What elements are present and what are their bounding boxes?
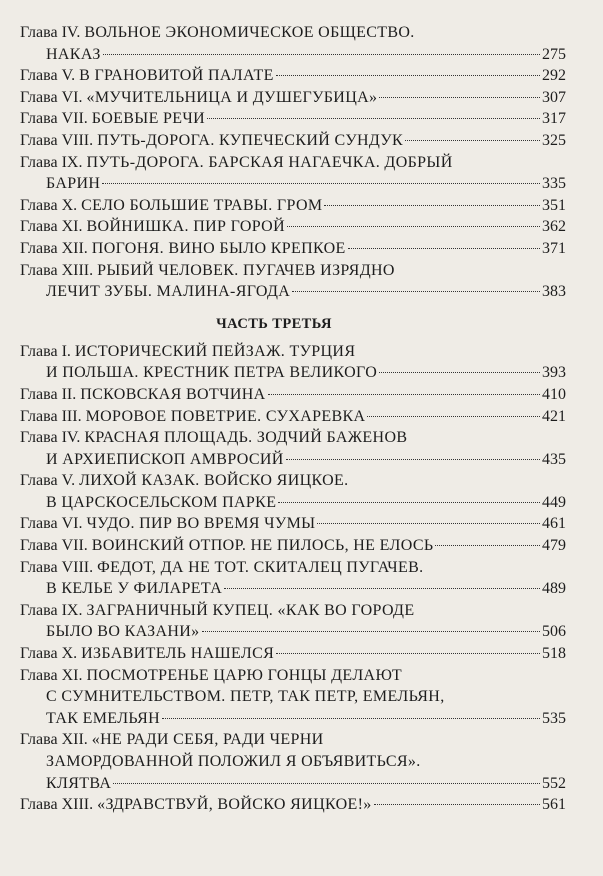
dot-leader (224, 588, 540, 589)
toc-entry-line (20, 600, 566, 622)
page-number: 561 (542, 796, 566, 814)
toc-entry (20, 600, 566, 643)
toc-entry-line (20, 492, 566, 514)
page-number: 489 (542, 580, 566, 598)
toc-entry (20, 643, 566, 665)
toc-entry-line (20, 108, 566, 130)
page-number: 461 (542, 515, 566, 533)
toc-entry-line (20, 216, 566, 238)
dot-leader (324, 205, 540, 206)
toc-entry-line (20, 708, 566, 730)
dot-leader (292, 291, 540, 292)
toc-entry (20, 729, 566, 794)
chapter-label: Глава V. (20, 67, 76, 85)
page-number: 383 (542, 283, 566, 301)
toc-entry-line (20, 260, 566, 282)
toc-entry-line (20, 578, 566, 600)
dot-leader (286, 459, 540, 460)
chapter-label: Глава X. (20, 196, 78, 214)
dot-leader (348, 248, 540, 249)
chapter-label: Глава XII. (20, 239, 88, 257)
dot-leader (113, 783, 540, 784)
page-number: 317 (542, 110, 566, 128)
toc-entry-line (20, 65, 566, 87)
chapter-title: ВОЙНИШКА. ПИР ГОРОЙ (86, 218, 285, 236)
toc-entry-line (20, 773, 566, 795)
toc-entry (20, 130, 566, 152)
chapter-label: Глава IX. (20, 601, 83, 619)
toc-entry (20, 260, 566, 303)
chapter-title: НАКАЗ (46, 45, 101, 63)
chapter-label: Глава XIII. (20, 261, 94, 279)
page-number: 435 (542, 450, 566, 468)
toc-entry-line (20, 44, 566, 66)
toc-entry (20, 665, 566, 730)
chapter-title: В КЕЛЬЕ У ФИЛАРЕТА (46, 580, 223, 598)
chapter-title: «НЕ РАДИ СЕБЯ, РАДИ ЧЕРНИ (91, 731, 324, 749)
page-number: 351 (542, 196, 566, 214)
toc-entry-line (20, 557, 566, 579)
chapter-title: КЛЯТВА (46, 774, 112, 792)
page-number: 307 (542, 88, 566, 106)
page-number: 552 (542, 774, 566, 792)
chapter-title: ЗАМОРДОВАННОЙ ПОЛОЖИЛ Я ОБЪЯВИТЬСЯ». (46, 753, 421, 770)
toc-entry (20, 108, 566, 130)
dot-leader (379, 372, 540, 373)
chapter-title: БАРИН (46, 175, 101, 193)
toc-entry (20, 470, 566, 513)
toc-entry-line (20, 152, 566, 174)
toc-entry-line (20, 751, 566, 773)
toc-entry-line (20, 449, 566, 471)
chapter-title: ИСТОРИЧЕСКИЙ ПЕЙЗАЖ. ТУРЦИЯ (74, 342, 356, 360)
dot-leader (367, 416, 540, 417)
page-number: 421 (542, 407, 566, 425)
toc-entry-line (20, 643, 566, 665)
toc-entry-line (20, 130, 566, 152)
page-number: 393 (542, 364, 566, 382)
chapter-label: Глава VIII. (20, 131, 94, 149)
page-number: 292 (542, 67, 566, 85)
dot-leader (374, 804, 540, 805)
toc-entry-line (20, 281, 566, 303)
chapter-label: Глава IX. (20, 153, 83, 171)
dot-leader (405, 140, 540, 141)
chapter-label: Глава VII. (20, 537, 88, 555)
table-of-contents (20, 22, 566, 816)
page-number: 479 (542, 537, 566, 555)
toc-entry (20, 427, 566, 470)
toc-entry-line (20, 238, 566, 260)
page-number: 275 (542, 45, 566, 63)
toc-entry-line (20, 427, 566, 449)
toc-entry-line (20, 513, 566, 535)
toc-entry-line (20, 173, 566, 195)
chapter-label: Глава VIII. (20, 558, 94, 576)
toc-entry (20, 384, 566, 406)
chapter-title: В ЦАРСКОСЕЛЬСКОМ ПАРКЕ (46, 493, 277, 511)
dot-leader (317, 523, 540, 524)
dot-leader (287, 226, 540, 227)
chapter-label: Глава XI. (20, 218, 83, 236)
chapter-label: Глава X. (20, 645, 78, 663)
page-number: 362 (542, 218, 566, 236)
chapter-label: Глава I. (20, 342, 71, 360)
part-two-entries (20, 22, 566, 303)
toc-entry-line (20, 406, 566, 428)
page-number: 506 (542, 623, 566, 641)
chapter-title: ИЗБАВИТЕЛЬ НАШЕЛСЯ (81, 645, 275, 663)
toc-entry (20, 794, 566, 816)
toc-entry-line (20, 384, 566, 406)
chapter-label: Глава V. (20, 472, 76, 490)
toc-entry-line (20, 535, 566, 557)
chapter-label: Глава XIII. (20, 796, 94, 814)
dot-leader (278, 502, 540, 503)
toc-entry-line (20, 686, 566, 708)
page-number: 410 (542, 385, 566, 403)
toc-entry (20, 513, 566, 535)
chapter-title: И ПОЛЬША. КРЕСТНИК ПЕТРА ВЕЛИКОГО (46, 364, 378, 382)
chapter-label: Глава XII. (20, 731, 88, 749)
toc-entry-line (20, 362, 566, 384)
toc-entry (20, 341, 566, 384)
page-number: 325 (542, 131, 566, 149)
toc-entry-line (20, 470, 566, 492)
section-heading-part-three: ЧАСТЬ ТРЕТЬЯ (216, 315, 332, 332)
toc-entry-line (20, 729, 566, 751)
dot-leader (379, 97, 540, 98)
toc-entry-line (20, 87, 566, 109)
chapter-title: ТАК ЕМЕЛЬЯН (46, 709, 161, 727)
chapter-title: ПУТЬ-ДОРОГА. БАРСКАЯ НАГАЕЧКА. ДОБРЫЙ (86, 153, 453, 171)
page-number: 371 (542, 239, 566, 257)
page-number: 449 (542, 493, 566, 511)
chapter-label: Глава VI. (20, 88, 83, 106)
dot-leader (162, 718, 540, 719)
part-three-entries (20, 341, 566, 816)
dot-leader (268, 394, 540, 395)
toc-entry (20, 535, 566, 557)
chapter-label: Глава VI. (20, 515, 83, 533)
chapter-title: ЛЕЧИТ ЗУБЫ. МАЛИНА-ЯГОДА (46, 283, 291, 301)
toc-entry-line (20, 665, 566, 687)
toc-entry (20, 406, 566, 428)
toc-entry (20, 65, 566, 87)
chapter-title: ЛИХОЙ КАЗАК. ВОЙСКО ЯИЦКОЕ. (79, 472, 349, 490)
chapter-label: Глава IV. (20, 429, 81, 447)
toc-entry (20, 152, 566, 195)
chapter-title: СЕЛО БОЛЬШИЕ ТРАВЫ. ГРОМ (81, 196, 323, 214)
chapter-label: Глава II. (20, 385, 77, 403)
toc-entry-line (20, 22, 566, 44)
toc-entry-line (20, 621, 566, 643)
chapter-title: И АРХИЕПИСКОП АМВРОСИЙ (46, 450, 284, 468)
chapter-title: ЧУДО. ПИР ВО ВРЕМЯ ЧУМЫ (86, 515, 316, 533)
chapter-title: БОЕВЫЕ РЕЧИ (91, 110, 206, 128)
chapter-title: ВОИНСКИЙ ОТПОР. НЕ ПИЛОСЬ, НЕ ЕЛОСЬ (91, 537, 434, 555)
page-number: 535 (542, 709, 566, 727)
toc-entry-line (20, 195, 566, 217)
chapter-title: ПУТЬ-ДОРОГА. КУПЕЧЕСКИЙ СУНДУК (97, 131, 404, 149)
chapter-title: РЫБИЙ ЧЕЛОВЕК. ПУГАЧЕВ ИЗРЯДНО (97, 261, 395, 279)
chapter-title: ЗАГРАНИЧНЫЙ КУПЕЦ. «КАК ВО ГОРОДЕ (86, 601, 415, 619)
dot-leader (102, 183, 540, 184)
toc-entry (20, 22, 566, 65)
toc-entry (20, 238, 566, 260)
chapter-label: Глава IV. (20, 24, 81, 41)
dot-leader (435, 545, 540, 546)
dot-leader (103, 54, 540, 55)
toc-entry (20, 557, 566, 600)
page-number: 518 (542, 645, 566, 663)
page-number: 335 (542, 175, 566, 193)
chapter-title: С СУМНИТЕЛЬСТВОМ. ПЕТР, ТАК ПЕТР, ЕМЕЛЬЯН, (46, 688, 445, 706)
chapter-title: ФЕДОТ, ДА НЕ ТОТ. СКИТАЛЕЦ ПУГАЧЕВ. (97, 558, 424, 576)
toc-entry-line (20, 794, 566, 816)
chapter-title: ПСКОВСКАЯ ВОТЧИНА (80, 385, 266, 403)
chapter-label: Глава III. (20, 407, 82, 425)
chapter-title: «МУЧИТЕЛЬНИЦА И ДУШЕГУБИЦА» (86, 88, 378, 106)
chapter-title: МОРОВОЕ ПОВЕТРИЕ. СУХАРЕВКА (85, 407, 366, 425)
chapter-title: «ЗДРАВСТВУЙ, ВОЙСКО ЯИЦКОЕ!» (97, 796, 372, 814)
chapter-title: ПОГОНЯ. ВИНО БЫЛО КРЕПКОЕ (91, 239, 346, 257)
toc-entry-line (20, 341, 566, 363)
chapter-title: БЫЛО ВО КАЗАНИ» (46, 623, 200, 641)
chapter-title: В ГРАНОВИТОЙ ПАЛАТЕ (79, 67, 274, 85)
dot-leader (202, 631, 540, 632)
chapter-title: КРАСНАЯ ПЛОЩАДЬ. ЗОДЧИЙ БАЖЕНОВ (84, 429, 408, 447)
toc-entry (20, 195, 566, 217)
chapter-title: ПОСМОТРЕНЬЕ ЦАРЮ ГОНЦЫ ДЕЛАЮТ (86, 666, 402, 684)
chapter-title: ВОЛЬНОЕ ЭКОНОМИЧЕСКОЕ ОБЩЕСТВО. (84, 24, 415, 41)
dot-leader (207, 118, 540, 119)
dot-leader (276, 653, 540, 654)
toc-entry (20, 216, 566, 238)
chapter-label: Глава XI. (20, 666, 83, 684)
toc-entry (20, 87, 566, 109)
dot-leader (276, 75, 540, 76)
chapter-label: Глава VII. (20, 110, 88, 128)
